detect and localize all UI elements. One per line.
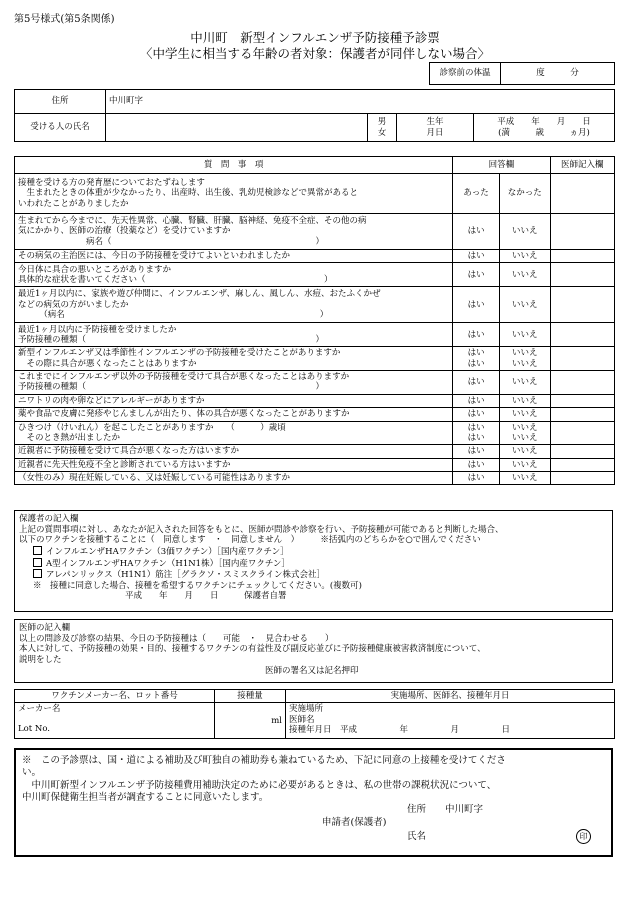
consent-text-2: い。 xyxy=(22,767,42,779)
guardian-note: ※ 接種に同意した場合、接種を希望するワクチンにチェックしてください。(複数可) xyxy=(33,580,362,591)
answer-yes[interactable]: はい xyxy=(453,408,500,421)
place-header: 実施場所、医師名、接種年月日 xyxy=(286,690,615,703)
answer-yes[interactable]: あった xyxy=(453,174,500,214)
doctor-note-cell[interactable] xyxy=(550,371,614,395)
answer-yes[interactable]: はい xyxy=(453,214,500,250)
place-label: 実施場所 xyxy=(289,704,324,715)
temperature-field[interactable]: 度 分 xyxy=(501,63,615,85)
address-field[interactable]: 中川町字 xyxy=(106,90,615,114)
address-label: 住所 xyxy=(15,90,106,114)
doctor-heading: 医師の記入欄 xyxy=(19,623,71,633)
consent-address-field[interactable]: 中川町字 xyxy=(445,804,484,816)
answer-no[interactable]: いいえ xyxy=(499,408,550,421)
age-value: (満 歳 ヵ月) xyxy=(498,127,590,138)
dob-label xyxy=(397,114,474,142)
question-text xyxy=(15,421,453,445)
question-text xyxy=(15,323,453,347)
answer-yes[interactable]: はい はい xyxy=(453,421,500,445)
doctor-note-cell[interactable] xyxy=(550,408,614,421)
question-line: 生まれてから今までに、先天性異常、心臓、腎臓、肝臓、脳神経、免疫不全症、その他の病 xyxy=(18,215,367,226)
answer-no[interactable]: いいえ xyxy=(499,394,550,407)
question-line: （女性のみ）現在妊娠している、又は妊娠している可能性はありますか xyxy=(18,472,291,483)
vaccine-record-table xyxy=(14,689,615,739)
doctor-decision[interactable]: 以上の問診及び診察の結果、今日の予防接種は（ 可能 ・ 見合わせる ） xyxy=(19,633,334,644)
answer-yes[interactable]: はい xyxy=(453,287,500,323)
form-title: 中川町 新型インフルエンザ予防接種予診票 xyxy=(190,30,440,45)
vaccine-option-1: インフルエンザHAワクチン（3価ワクチン）［国内産ワクチン］ xyxy=(46,546,289,557)
answer-no[interactable]: いいえ xyxy=(499,458,550,471)
vaccine-checkbox-1[interactable] xyxy=(33,546,42,555)
question-line: 具体的な症状を書いてください（ ） xyxy=(18,274,333,285)
answer-no[interactable]: いいえ xyxy=(499,445,550,458)
name-field[interactable] xyxy=(106,114,368,142)
question-line: 最近1ヶ月以内に予防接種を受けましたか xyxy=(18,324,177,335)
guardian-section xyxy=(14,510,613,612)
question-row xyxy=(15,347,615,371)
doctor-signature-line[interactable]: 医師の署名又は記名押印 xyxy=(265,665,359,676)
doctor-name-label: 医師名 xyxy=(289,714,315,725)
personal-info-table xyxy=(14,89,615,142)
guardian-text-1: 上記の質問事項に対し、あなたが記入された回答をもとに、医師が問診や診察を行い、予防接種が可能であると判断した場合、 xyxy=(19,524,504,535)
question-row xyxy=(15,471,615,484)
doctor-note-cell[interactable] xyxy=(550,347,614,371)
consent-section xyxy=(14,748,613,857)
temperature-label: 診察前の体温 xyxy=(430,63,501,85)
question-row xyxy=(15,174,615,214)
doctor-note-cell[interactable] xyxy=(550,214,614,250)
question-line: 近親者に先天性免疫不全と診断されている方はいますか xyxy=(18,459,231,470)
doctor-note-cell[interactable] xyxy=(550,263,614,287)
question-line: ニワトリの肉や卵などにアレルギーがありますか xyxy=(18,395,205,406)
doctor-section xyxy=(14,619,613,683)
question-line: 接種を受ける方の発育歴についておたずねします xyxy=(18,177,205,188)
question-line: そのとき熱が出ましたか xyxy=(18,432,121,443)
question-line: その病気の主治医には、今日の予防接種を受けてよいといわれましたか xyxy=(18,251,291,261)
guardian-consent-choice[interactable]: 以下のワクチンを接種することに（ 同意します ・ 同意しません ） ※括弧内のどちらかを○で囲んでください xyxy=(19,535,481,546)
answer-yes[interactable]: はい はい xyxy=(453,347,500,371)
place-doctor-date-field[interactable] xyxy=(286,703,615,739)
question-text xyxy=(15,263,453,287)
answer-yes[interactable]: はい xyxy=(453,323,500,347)
vaccine-option-2: A型インフルエンザHAワクチン（H1N1株）［国内産ワクチン］ xyxy=(46,558,290,569)
answer-no[interactable]: いいえ xyxy=(499,214,550,250)
question-line: （病名 ） xyxy=(18,310,329,321)
vaccine-checkbox-2[interactable] xyxy=(33,558,42,567)
date-value: 平成 年 月 日 xyxy=(340,725,511,736)
question-row xyxy=(15,214,615,250)
answer-header: 回答欄 xyxy=(453,157,550,174)
question-row xyxy=(15,323,615,347)
consent-text-4: 中川町保健衛生担当者が調査することに同意いたします。 xyxy=(22,792,269,804)
answer-yes[interactable]: はい xyxy=(453,394,500,407)
question-row xyxy=(15,408,615,421)
question-text xyxy=(15,408,453,421)
sex-male: 男 xyxy=(377,117,387,128)
question-text xyxy=(15,394,453,407)
doctor-text-3: 説明をした xyxy=(19,654,62,665)
answer-yes[interactable]: はい xyxy=(453,471,500,484)
question-text xyxy=(15,445,453,458)
question-row xyxy=(15,287,615,323)
answer-no[interactable]: なかった xyxy=(499,174,550,214)
doctor-note-cell[interactable] xyxy=(550,394,614,407)
sex-female: 女 xyxy=(377,127,387,138)
sex-field[interactable] xyxy=(368,114,397,142)
question-line: 生まれたときの体重が少なかったり、出産時、出生後、乳幼児検診などで異常があると xyxy=(18,188,359,199)
doctor-note-cell[interactable] xyxy=(550,287,614,323)
doctor-note-cell[interactable] xyxy=(550,421,614,445)
answer-yes[interactable]: はい xyxy=(453,263,500,287)
question-line: 病名（ ） xyxy=(18,236,325,247)
question-row xyxy=(15,250,615,263)
answer-no[interactable]: いいえ xyxy=(499,323,550,347)
question-text xyxy=(15,471,453,484)
question-line: 近親者に予防接種を受けて具合が悪くなった方はいますか xyxy=(18,446,240,457)
answer-no[interactable]: いいえ xyxy=(499,250,550,263)
seal-mark: 印 xyxy=(576,829,591,844)
guardian-heading: 保護者の記入欄 xyxy=(19,514,79,524)
maker-label: メーカー名 xyxy=(18,704,61,715)
consent-text-3: 中川町新型インフルエンザ予防接種費用補助決定のために必要があるときは、私の世帯の課税状況について、 xyxy=(22,779,497,791)
dob-label-line2: 月日 xyxy=(426,127,444,138)
question-text xyxy=(15,371,453,395)
question-line: 今日体に具合の悪いところがありますか xyxy=(18,264,172,275)
question-text xyxy=(15,174,453,214)
question-line: 新型インフルエンザ又は季節性インフルエンザの予防接種を受けたことがありますか xyxy=(18,348,341,359)
doctor-note-cell[interactable] xyxy=(550,458,614,471)
question-line: 気にかかり、医師の治療（投薬など）を受けていますか xyxy=(18,226,231,237)
question-row xyxy=(15,458,615,471)
name-label: 受ける人の氏名 xyxy=(15,114,106,142)
doctor-text-2: 本人に対して、予防接種の効果・目的、接種するワクチンの有益性及び副反応並びに予防接種健康被害救済制度について、 xyxy=(19,644,486,655)
form-number: 第5号様式(第5条関係) xyxy=(14,14,115,25)
dose-header: 接種量 xyxy=(215,690,286,703)
answer-no[interactable]: いいえ xyxy=(499,263,550,287)
question-row xyxy=(15,263,615,287)
form-subtitle: 〈中学生に相当する年齢の者対象：保護者が同伴しない場合〉 xyxy=(139,46,490,61)
question-text xyxy=(15,250,453,263)
question-line: 薬や食品で皮膚に発疹やじんましんが出たり、体の具合が悪くなったことがありますか xyxy=(18,409,350,420)
maker-lot-header: ワクチンメーカー名、ロット番号 xyxy=(15,690,215,703)
question-row xyxy=(15,394,615,407)
vaccine-checkbox-3[interactable] xyxy=(33,569,42,578)
answer-no[interactable]: いいえ いいえ xyxy=(499,347,550,371)
question-row xyxy=(15,445,615,458)
doctor-note-cell[interactable] xyxy=(550,250,614,263)
question-row xyxy=(15,371,615,395)
question-line: ひきつけ（けいれん）を起こしたことがありますか （ ）歳頃 xyxy=(18,422,286,433)
question-line: これまでにインフルエンザ以外の予防接種を受けて具合が悪くなったことはありますか xyxy=(18,372,350,383)
question-line: などの病気の方がいましたか xyxy=(18,299,129,310)
dob-value: 平成 年 月 日 xyxy=(497,117,591,128)
question-row xyxy=(15,421,615,445)
question-line: 予防接種の種類（ ） xyxy=(18,382,325,393)
date-label: 接種年月日 xyxy=(289,725,332,736)
answer-no[interactable]: いいえ xyxy=(499,287,550,323)
guardian-signature-line[interactable]: 平成 年 月 日 保護者自署 xyxy=(125,591,287,602)
applicant-label: 申請者(保護者) xyxy=(322,816,387,828)
temperature-table xyxy=(429,62,615,85)
question-line: 最近1ヶ月以内に、家族や遊び仲間に、インフルエンザ、麻しん、風しん、水痘、おたふくかぜ xyxy=(18,289,381,300)
vaccine-option-3: アレパンリックス（H1N1）筋注［グラクソ・スミスクライン株式会社］ xyxy=(46,570,326,581)
questions-table xyxy=(14,156,615,485)
question-text xyxy=(15,458,453,471)
dose-field[interactable]: ml xyxy=(215,703,286,739)
question-text xyxy=(15,347,453,371)
answer-no[interactable]: いいえ xyxy=(499,471,550,484)
answer-no[interactable]: いいえ いいえ xyxy=(499,421,550,445)
doctor-note-cell[interactable] xyxy=(550,471,614,484)
maker-lot-field[interactable] xyxy=(15,703,215,739)
answer-yes[interactable]: はい xyxy=(453,445,500,458)
questions-header: 質 問 事 項 xyxy=(15,157,453,174)
question-line: 予防接種の種類（ ） xyxy=(18,334,325,345)
consent-name-label: 氏名 xyxy=(407,831,427,843)
lot-label: Lot No. xyxy=(18,723,50,734)
question-text xyxy=(15,287,453,323)
question-text xyxy=(15,214,453,250)
doctor-note-cell[interactable] xyxy=(550,174,614,214)
doctor-note-cell[interactable] xyxy=(550,323,614,347)
doctor-note-cell[interactable] xyxy=(550,445,614,458)
dob-field[interactable] xyxy=(474,114,615,142)
answer-no[interactable]: いいえ xyxy=(499,371,550,395)
dob-label-line1: 生年 xyxy=(426,117,444,128)
consent-address-label: 住所 xyxy=(407,804,427,816)
consent-text-1: ※ この予診票は、国・道による補助及び町独自の補助券も兼ねているため、下記に同意の上接種を受けてくださ xyxy=(22,755,506,766)
question-line: その際に具合が悪くなったことはありますか xyxy=(18,358,197,369)
answer-yes[interactable]: はい xyxy=(453,371,500,395)
question-line: いわれたことがありましたか xyxy=(18,198,129,209)
answer-yes[interactable]: はい xyxy=(453,458,500,471)
doctor-column-header: 医師記入欄 xyxy=(550,157,614,174)
answer-yes[interactable]: はい xyxy=(453,250,500,263)
